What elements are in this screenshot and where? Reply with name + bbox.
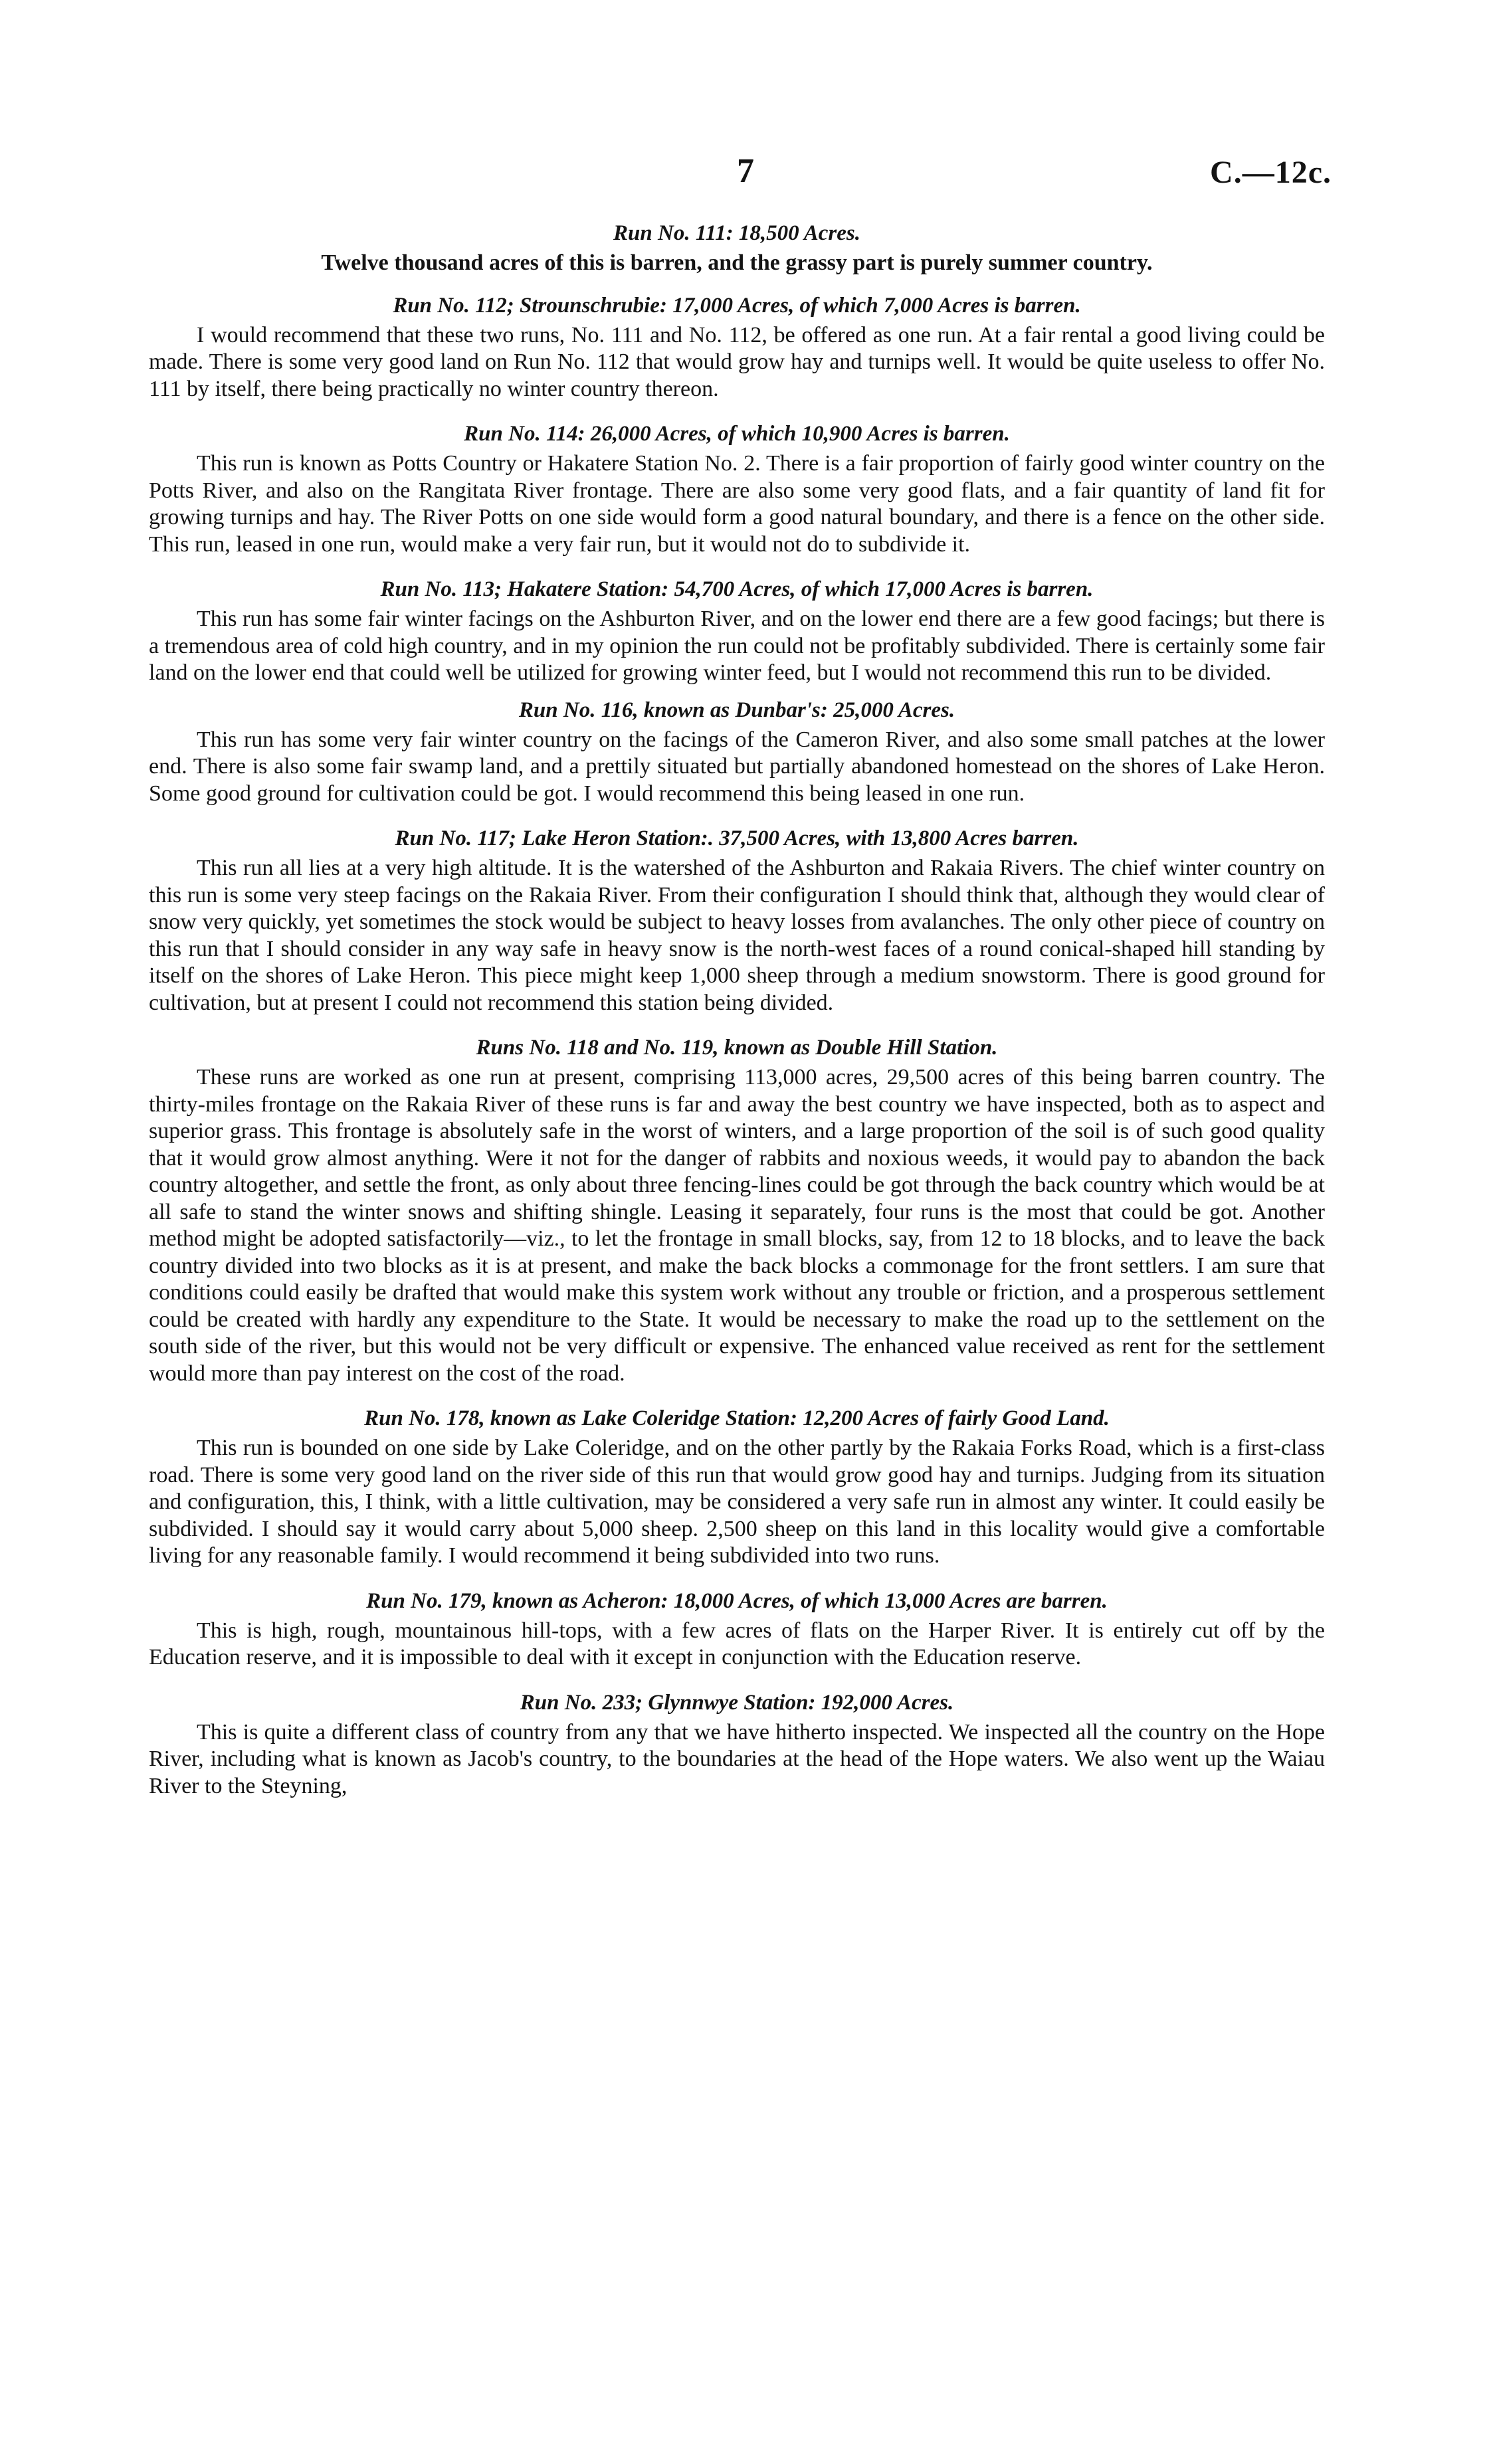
section-run-179 [149, 1587, 1325, 1671]
section-paragraph: This run is known as Potts Country or Hakatere Station No. 2. There is a fair proportion of fairly good winter country on the Potts River, and also on the Rangitata River frontage. There are also some very good flats, and a fair quantity of land fit for growing turnips and hay. The River Potts on one side would form a good natural boundary, and there is a fence on the other side. This run, leased in one run, would make a very fair run, but it would not do to subdivide it. [149, 451, 1325, 557]
section-paragraph: I would recommend that these two runs, No. 111 and No. 112, be offered as one run. At a fair rental a good living could be made. There is some very good land on Run No. 112 that would grow hay and turnips well. It would be quite useless to offer No. 111 by itself, there being practically no winter country thereon. [149, 322, 1325, 401]
section-heading: Run No. 114: 26,000 Acres, of which 10,900 Acres is barren. [464, 422, 1010, 446]
page-header [0, 151, 1491, 198]
section-heading: Run No. 113; Hakatere Station: 54,700 Acres, of which 17,000 Acres is barren. [380, 577, 1094, 601]
section-paragraph: Twelve thousand acres of this is barren, and the grassy part is purely summer country. [321, 250, 1153, 275]
section-paragraph: This run has some very fair winter country on the facings of the Cameron River, and also some small patches at the lower end. There is also some fair swamp land, and a prettily situated but partially abandoned homestead on the shores of Lake Heron. Some good ground for cultivation could be got. I would recommend this being leased in one run. [149, 727, 1325, 806]
section-run-111 [149, 219, 1325, 277]
document-reference: C.—12c. [1210, 155, 1332, 190]
section-paragraph: This run is bounded on one side by Lake Coleridge, and on the other partly by the Rakaia Forks Road, which is a first-class road. There is some very good land on the river side of this run that would grow good hay and turnips. Judging from its situation and configuration, this, I think, with a little cultivation, may be considered a very safe run in almost any winter. It could easily be subdivided. I should say it would carry about 5,000 sheep. 2,500 sheep on this land in this locality would give a comfortable living for any reasonable family. I would recommend it being subdivided into two runs. [149, 1436, 1325, 1568]
section-run-112 [149, 292, 1325, 403]
section-run-113 [149, 575, 1325, 687]
section-run-233 [149, 1689, 1325, 1800]
section-paragraph: These runs are worked as one run at present, comprising 113,000 acres, 29,500 acres of this being barren country. The thirty-miles frontage on the Rakaia River of these runs is far and away the best country we have inspected, both as to aspect and superior grass. This frontage is absolutely safe in the worst of winters, and a large proportion of the soil is of such good quality that it would grow almost anything. Were it not for the danger of rabbits and noxious weeds, it would pay to abandon the back country altogether, and settle the front, as only about three fencing-lines could be got through the back country which would be at all safe to stand the winter snows and shifting shingle. Leasing it separately, four runs is the most that could be got. Another method might be adopted satisfactorily—viz., to let the frontage in small blocks, say, from 12 to 18 blocks, and to leave the back country divided into two blocks as it is at present, and make the back blocks a commonage for the front settlers. I am sure that conditions could easily be drafted that would make this system work without any trouble or friction, and a prosperous settlement could be created with hardly any expenditure to the State. It would be necessary to make the road up to the settlement on the south side of the river, but this would not be very difficult or expensive. The enhanced value received as rent for the settlement would more than pay interest on the cost of the road. [149, 1065, 1325, 1386]
section-heading: Run No. 233; Glynnwye Station: 192,000 Acres. [520, 1690, 954, 1715]
section-heading: Run No. 179, known as Acheron: 18,000 Acres, of which 13,000 Acres are barren. [366, 1588, 1108, 1613]
report-body [149, 219, 1325, 1800]
section-runs-118-119 [149, 1034, 1325, 1387]
section-heading: Run No. 116, known as Dunbar's: 25,000 Acres. [518, 698, 955, 722]
section-run-117 [149, 824, 1325, 1016]
section-heading: Run No. 111: 18,500 Acres. [613, 221, 860, 245]
section-run-114 [149, 420, 1325, 558]
section-run-116 [149, 696, 1325, 808]
section-run-178 [149, 1404, 1325, 1570]
section-heading: Run No. 112; Strounschrubie: 17,000 Acres, of which 7,000 Acres is barren. [393, 293, 1081, 318]
section-paragraph: This run has some fair winter facings on the Ashburton River, and on the lower end there are a few good facings; but there is a tremendous area of cold high country, and in my opinion the run could not be profitably subdivided. There is certainly some fair land on the lower end that could well be utilized for growing winter feed, but I would not recommend this run to be divided. [149, 607, 1325, 685]
section-heading: Run No. 117; Lake Heron Station:. 37,500 Acres, with 13,800 Acres barren. [395, 826, 1079, 850]
section-heading: Run No. 178, known as Lake Coleridge Station: 12,200 Acres of fairly Good Land. [364, 1406, 1110, 1430]
section-paragraph: This run all lies at a very high altitude. It is the watershed of the Ashburton and Rakaia Rivers. The chief winter country on this run is some very steep facings on the Rakaia River. From their configuration I should think that, although they would clear of snow very quickly, yet sometimes the stock would be subject to heavy losses from avalanches. The only other piece of country on this run that I should consider in any way safe in heavy snow is the north-west faces of a round conical-shaped hill standing by itself on the shores of Lake Heron. This piece might keep 1,000 sheep through a medium snowstorm. There is good ground for cultivation, but at present I could not recommend this station being divided. [149, 856, 1325, 1015]
section-paragraph: This is high, rough, mountainous hill-tops, with a few acres of flats on the Harper River. It is entirely cut off by the Education reserve, and it is impossible to deal with it except in conjunction with the Education reserve. [149, 1618, 1325, 1669]
section-heading: Runs No. 118 and No. 119, known as Double Hill Station. [476, 1036, 998, 1060]
page-number: 7 [737, 152, 754, 190]
section-paragraph: This is quite a different class of country from any that we have hitherto inspected. We inspected all the country on the Hope River, including what is known as Jacob's country, to the boundaries at the head of the Hope waters. We also went up the Waiau River to the Steyning, [149, 1719, 1325, 1798]
